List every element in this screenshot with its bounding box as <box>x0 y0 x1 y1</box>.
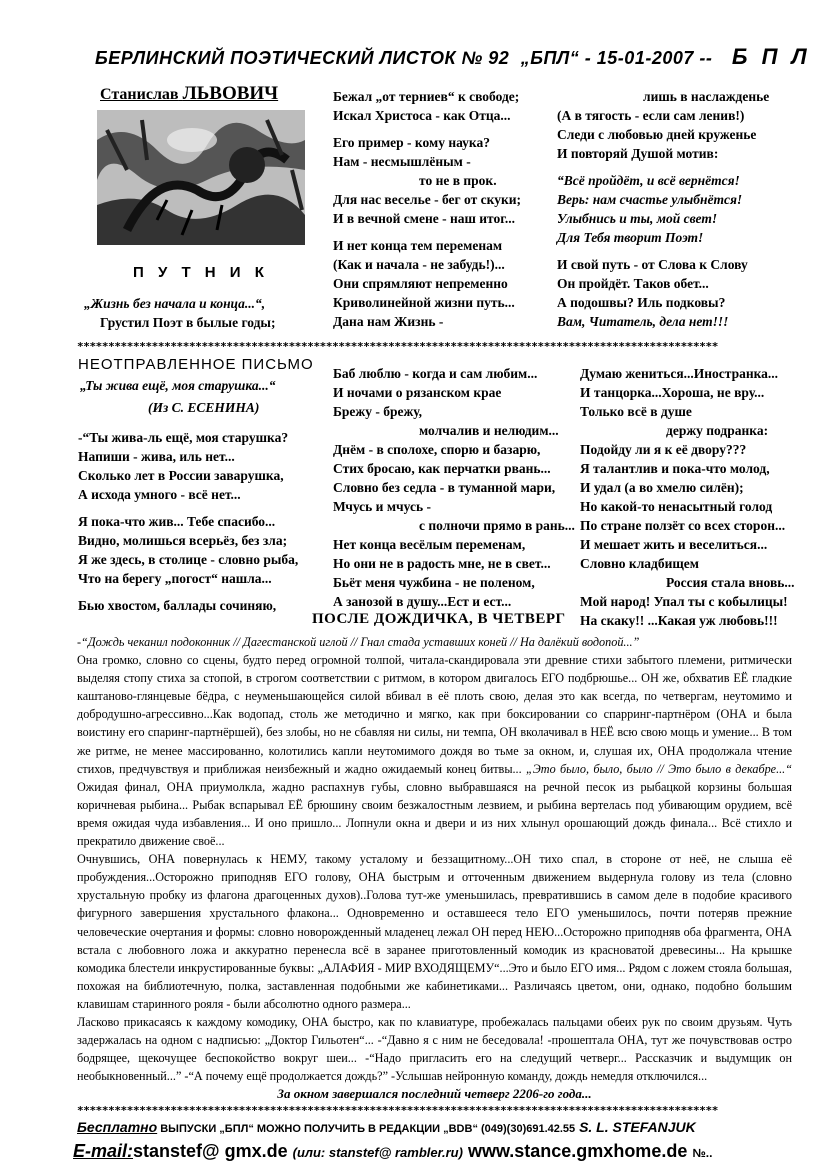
verse-line: “Всё пройдёт, и всё вернётся! <box>557 173 740 188</box>
masthead <box>95 44 811 70</box>
verse-line: Словно кладбищем <box>580 556 699 571</box>
verse-line: На скаку!! ...Какая уж любовь!!! <box>580 613 778 628</box>
verse-line: А занозой в душу...Ест и ест... <box>333 594 512 609</box>
verse-line: Видно, молишься всерьёз, без зла; <box>78 533 288 548</box>
separator-stars: ******************************************************************************************************* <box>77 340 718 353</box>
email-link[interactable]: stanstef@ gmx.de <box>133 1141 288 1161</box>
verse-line: И свой путь - от Слова к Слову <box>557 257 748 272</box>
story-ending: За окном завершался последний четверг 2206-го года... <box>277 1086 592 1102</box>
verse-line: Но они не в радость мне, не в свет... <box>333 556 551 571</box>
poem2-source: (Из С. ЕСЕНИНА) <box>148 400 260 415</box>
verse-line: Сколько лет в России заварушка, <box>78 468 284 483</box>
verse-line: Мчусь и мчусь - <box>333 499 431 514</box>
verse-line: Мой народ! Упал ты с кобылицы! <box>580 594 788 609</box>
footer-line-1: Бесплатно ВЫПУСКИ „БПЛ“ МОЖНО ПОЛУЧИТЬ В РЕДАКЦИИ „BDB“ (049)(30)691.42.55 S. L. STEFANJUK <box>77 1119 696 1135</box>
verse-line: Думаю жениться...Иностранка... <box>580 366 779 381</box>
verse-line: Улыбнись и ты, мой свет! <box>557 211 718 226</box>
poem2-title: НЕОТПРАВЛЕННОЕ ПИСЬМО <box>78 356 314 373</box>
masthead-edition: „БПЛ“ - 15-01-2007 -- <box>520 48 713 68</box>
verse-line: Они спрямляют непременно <box>333 276 508 291</box>
footer-line-2: E-mail:stanstef@ gmx.de (или: stanstef@ rambler.ru) www.stance.gmxhome.de №.. <box>73 1141 713 1161</box>
verse-line: Нет конца весёлым переменам, <box>333 537 526 552</box>
author-photo <box>97 110 305 245</box>
verse-line: Дана нам Жизнь - <box>333 314 444 329</box>
verse-line: Но какой-то ненасытный голод <box>580 499 773 514</box>
verse-line: А исхода умного - всё нет... <box>78 487 241 502</box>
verse-line: Бежал „от терниев“ к свободе; <box>333 89 520 104</box>
separator-stars-bottom: ******************************************************************************************************* <box>77 1104 718 1117</box>
story-paragraph-3: Ласково прикасаясь к каждому комодику, ОНА быстро, как по клавиатуре, пробежалась пальцами обеих рук по своим друзьям. Чуть задержалась на одном с надписью: „Доктор Гильотен“... -“Давно я с ним не беседовала! -прошептала ОНА, тут же почувствовав остро бодрящее, щекочущее беспокойство вокруг шеи... -“Надо пригласить его на следущий четверг... Рассказчик и выдумщик он необыкновенный...” -“А почему ещё продолжается дождь?” -Услышав нейронную команду, дождь немедля отключился... <box>77 1014 792 1084</box>
stanza-gap <box>557 163 769 171</box>
verse-line: Бью хвостом, баллады сочиняю, <box>78 598 277 613</box>
verse-line: А подошвы? Иль подковы? <box>557 295 726 310</box>
story-epigraph: -“Дождь чеканил подоконник // Дагестанской иглой // Гнал стада уставших коней // На далёкий водопой...” <box>77 635 640 649</box>
verse-line: И ночами о рязанском крае <box>333 385 502 400</box>
poem2-column-1 <box>78 428 298 615</box>
verse-line: Что на берегу „погост“ нашла... <box>78 571 272 586</box>
poem2-column-2 <box>333 364 575 611</box>
story-title: ПОСЛЕ ДОЖДИЧКА, В ЧЕТВЕРГ <box>312 611 566 627</box>
verse-line: -“Ты жива-ль ещё, моя старушка? <box>78 430 289 445</box>
poem2-column-3 <box>580 364 795 630</box>
verse-line: Я же здесь, в столице - словно рыба, <box>78 552 299 567</box>
verse-line: Баб люблю - когда и сам любим... <box>333 366 538 381</box>
verse-line: И танцорка...Хороша, не вру... <box>580 385 765 400</box>
verse-line: Россия стала вновь... <box>666 575 795 590</box>
poem1-title: П У Т Н И К <box>133 264 269 281</box>
verse-line: И повторяй Душой мотив: <box>557 146 719 161</box>
stanza-gap <box>78 504 298 512</box>
stanza-gap <box>557 247 769 255</box>
story-paragraph-1: Она громко, словно со сцены, будто перед огромной толпой, читала-скандировала эти древние стихи забытого племени, ритмически выделяя стопу стиха за стопой, в строгом соответствии с ритмом, в котором двигалось ЕГО подбрюшье... ОН же, обхватив ЕЁ гладкие каштаново-глянцевые бёдра, с неуменьшающейся силой вбивал в её плоть свою, делая это как всегда, по четвергам, неутомимо и добродушно-агрессивно...Как водопад, столь же методично и мягко, как при боксировании со спарринг-партнёром (ОНА и была воистину его спаринг-партнёршей), без злобы, но не сбавляя ни силы, ни темпа, ОН вколачивал в НЕЁ всю свою мощь и умение... В том же ритме, не менее массированно, колотились капли неутомимого дождя во тьме за окном, и, слушая их, ОНА продолжала чтение стихов, предчувствуя и приближая неизбежный и жадно ожидаемый конец битвы... „Это было, было, было // Это было в декабре...“ Ожидая финал, ОНА приумолкла, жадно распахнув губы, словно выбравшаяся на речной песок из рыбацкой корзины большая коричневая рыбина... Рыбак вспарывал ЕЁ брюшину своим безжалостным лезвием, и рыбина вертелась под убивающим орудием, всё время ожидая чуда избавления... И оно пришло... Лопнули окна и двери и из них хлынул орошающий дождь финала... Всё стихло и прекратило движение своё... <box>77 653 793 849</box>
stanza-gap <box>333 125 521 133</box>
verse-line: Днём - в сполохе, спорю и базарю, <box>333 442 541 457</box>
verse-line: И мешает жить и веселиться... <box>580 537 768 552</box>
stanza-gap <box>78 588 298 596</box>
verse-line: Искал Христоса - как Отца... <box>333 108 511 123</box>
verse-line: то не в прок. <box>419 173 497 188</box>
poem1-first-line: Грустил Поэт в былые годы; <box>100 315 276 330</box>
verse-line: (А в тягость - если сам ленив!) <box>557 108 745 123</box>
verse-line: (Как и начала - не забудь!)... <box>333 257 505 272</box>
masthead-logo: Б П Л <box>731 44 811 69</box>
poem2-epigraph: „Ты жива ещё, моя старушка...“ <box>80 378 276 393</box>
verse-line: Брежу - брежу, <box>333 404 423 419</box>
verse-line: с полночи прямо в рань... <box>419 518 575 533</box>
verse-line: молчалив и нелюдим... <box>419 423 559 438</box>
verse-line: Я талантлив и пока-что молод, <box>580 461 770 476</box>
verse-line: Вам, Читатель, дела нет!!! <box>557 314 729 329</box>
verse-line: И в вечной смене - наш итог... <box>333 211 515 226</box>
author-name: Станислав ЛЬВОВИЧ <box>100 83 279 104</box>
verse-line: Я пока-что жив... Тебе спасибо... <box>78 514 276 529</box>
verse-line: Словно без седла - в туманной мари, <box>333 480 556 495</box>
verse-line: По стране ползёт со всех сторон... <box>580 518 786 533</box>
verse-line: лишь в наслажденье <box>643 89 770 104</box>
verse-line: Он пройдёт. Таков обет... <box>557 276 709 291</box>
poem1-column-3 <box>557 87 769 331</box>
verse-line: И удал (а во хмелю силён); <box>580 480 744 495</box>
verse-line: Верь: нам счастье улыбнётся! <box>557 192 743 207</box>
verse-line: И нет конца тем переменам <box>333 238 503 253</box>
stanza-gap <box>333 228 521 236</box>
verse-line: Криволинейной жизни путь... <box>333 295 515 310</box>
verse-line: Бьёт меня чужбина - не поленом, <box>333 575 535 590</box>
website-link[interactable]: www.stance.gmxhome.de <box>467 1141 688 1161</box>
verse-line: Нам - несмышлёным - <box>333 154 471 169</box>
verse-line: Только всё в душе <box>580 404 692 419</box>
verse-line: держу подранка: <box>666 423 769 438</box>
story-body <box>77 633 792 1103</box>
verse-line: Для Тебя творит Поэт! <box>557 230 704 245</box>
poem1-column-2 <box>333 87 521 331</box>
story-paragraph-2: Очнувшись, ОНА повернулась к НЕМУ, такому усталому и беззащитному...ОН тихо спал, в стороне от неё, не слыша её пробуждения...Осторожно приподняв ЕГО голову, ОНА быстрым и отточенным движением выдернула голову из тела (словно хрустальную пробку из флагона драгоценных духов)..Голова тут-же уменьшилась, превратившись в самом деле в подобие красивого фигурного завершения хрустального флакона... Одновременно и оставшееся тело ЕГО уменьшилось, почти потеряв прежние человеческие очертания и формы: словно новорожденный младенец лежал ОН перед НЕЮ...Осторожно приподняв оба фрагмента, ОНА встала с любовного ложа и аккуратно перенесла всё в заранее приготовленный комодик из красноватой древесины... На крышке комодика блестели инкрустированные буквы: „АЛАФИЯ - МИР ВХОДЯЩЕМУ“...Это и было ЕГО имя... Рядом с ложем стояла большая, похожая на библиотечную, полка, заставленная подобными же кабинетиками... Различаясь цветом, они, однако, подобно большим клавишам старинного рояля - были абсолютно одного размера... <box>77 852 792 1011</box>
verse-line: Напиши - жива, иль нет... <box>78 449 235 464</box>
poem1-epigraph: „Жизнь без начала и конца...“, <box>84 296 266 311</box>
verse-line: Для нас веселье - бег от скуки; <box>333 192 522 207</box>
verse-line: Подойду ли я к её двору??? <box>580 442 747 457</box>
verse-line: Стих бросаю, как перчатки рвань... <box>333 461 551 476</box>
masthead-title: БЕРЛИНСКИЙ ПОЭТИЧЕСКИЙ ЛИСТОК № 92 <box>95 48 510 68</box>
verse-line: Следи с любовью дней круженье <box>557 127 757 142</box>
verse-line: Его пример - кому наука? <box>333 135 491 150</box>
